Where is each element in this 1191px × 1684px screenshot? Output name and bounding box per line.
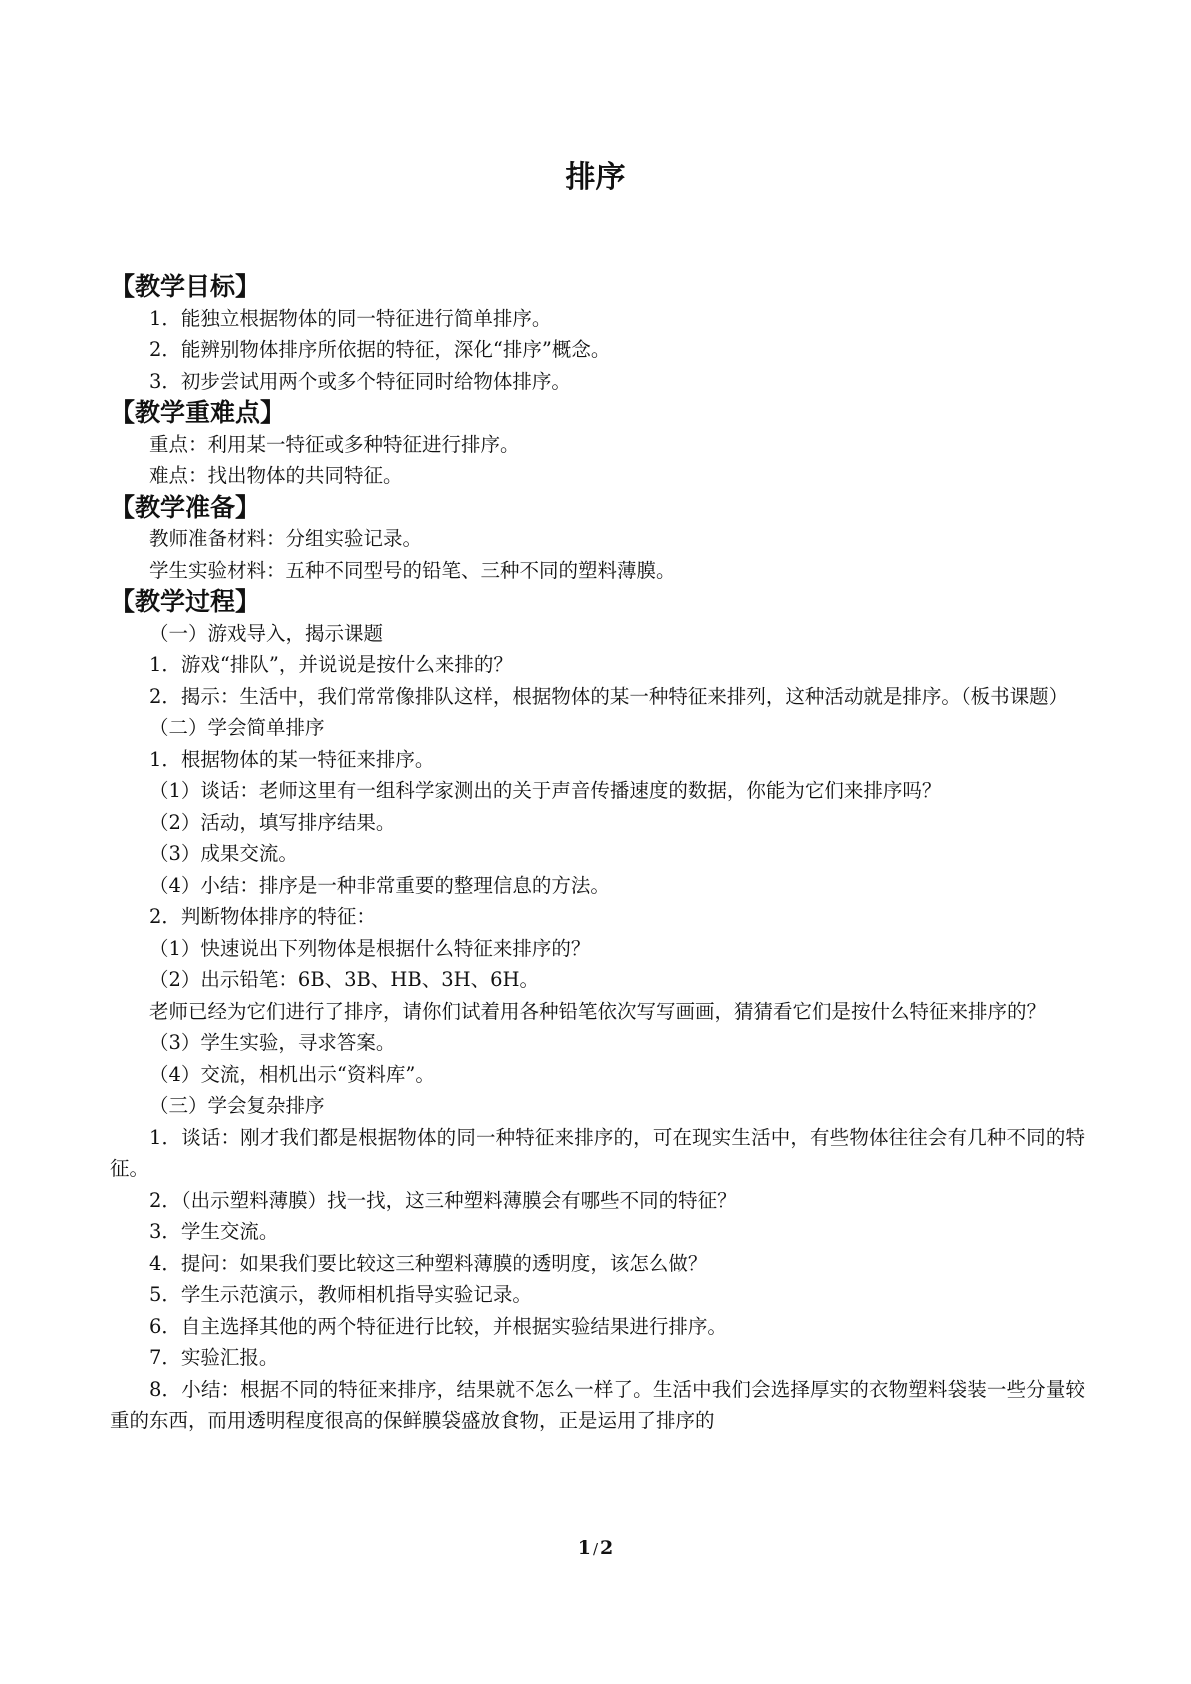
section-heading-key-points: 【教学重难点】 xyxy=(110,398,286,427)
process-line: 1．根据物体的某一特征来排序。 xyxy=(149,747,435,771)
process-line: （2）活动，填写排序结果。 xyxy=(149,810,396,834)
page-current: 1 xyxy=(577,1537,591,1559)
section-heading-preparation: 【教学准备】 xyxy=(110,492,261,522)
process-line: 6．自主选择其他的两个特征进行比较，并根据实验结果进行排序。 xyxy=(149,1314,727,1338)
section-heading-goals: 【教学目标】 xyxy=(110,272,261,301)
key-point-item: 重点：利用某一特征或多种特征进行排序。 xyxy=(149,432,520,456)
goal-item: 3．初步尝试用两个或多个特征同时给物体排序。 xyxy=(149,369,571,393)
process-line: （3）学生实验，寻求答案。 xyxy=(149,1031,396,1054)
process-paragraph: 老师已经为它们进行了排序，请你们试着用各种铅笔依次写写画画，猜猜看它们是按什么特征来排序的？ xyxy=(149,999,1047,1023)
process-line: （4）交流，相机出示“资料库”。 xyxy=(149,1062,435,1086)
process-line: 1．游戏“排队”，并说说是按什么来排的？ xyxy=(149,653,513,676)
process-subheading: （一）游戏导入，揭示课题 xyxy=(149,621,384,645)
process-paragraph: （1）谈话：老师这里有一组科学家测出的关于声音传播速度的数据，你能为它们来排序吗？ xyxy=(149,779,942,802)
process-line: 7．实验汇报。 xyxy=(149,1346,279,1369)
process-subheading: （二）学会简单排序 xyxy=(149,716,325,739)
process-paragraph: 2．揭示：生活中，我们常常像排队这样，根据物体的某一种特征来排列，这种活动就是排序。（板书课题） xyxy=(149,684,1069,708)
goal-item: 2．能辨别物体排序所依据的特征，深化“排序”概念。 xyxy=(149,338,611,361)
process-paragraph: 1．谈话：刚才我们都是根据物体的同一种特征来排序的，可在现实生活中，有些物体往往会有几种不同的特征。 xyxy=(110,1125,1085,1180)
goal-item: 1．能独立根据物体的同一特征进行简单排序。 xyxy=(149,306,552,330)
preparation-item: 教师准备材料：分组实验记录。 xyxy=(149,527,423,550)
page-number xyxy=(0,1537,1191,1559)
section-heading-process: 【教学过程】 xyxy=(110,587,261,616)
page-total: 2 xyxy=(600,1537,614,1559)
process-line: （4）小结：排序是一种非常重要的整理信息的方法。 xyxy=(149,873,610,897)
process-line: （1）快速说出下列物体是根据什么特征来排序的？ xyxy=(149,936,591,960)
process-line: （2）出示铅笔：6B、3B、HB、3H、6H。 xyxy=(149,968,540,991)
process-line: 2．（出示塑料薄膜）找一找，这三种塑料薄膜会有哪些不同的特征？ xyxy=(149,1188,737,1212)
process-line: 3．学生交流。 xyxy=(149,1220,279,1243)
process-paragraph: 8．小结：根据不同的特征来排序，结果就不怎么一样了。生活中我们会选择厚实的衣物塑料袋装一些分量较重的东西，而用透明程度很高的保鲜膜袋盛放食物，正是运用了排序的 xyxy=(110,1377,1085,1432)
process-line: 4．提问：如果我们要比较这三种塑料薄膜的透明度，该怎么做？ xyxy=(149,1251,708,1275)
process-line: 2．判断物体排序的特征： xyxy=(149,905,376,928)
document-title: 排序 xyxy=(565,160,626,195)
process-line: （3）成果交流。 xyxy=(149,842,298,865)
process-subheading: （三）学会复杂排序 xyxy=(149,1094,325,1117)
page-separator: / xyxy=(592,1540,599,1558)
document-body xyxy=(110,271,1085,1437)
key-point-item: 难点：找出物体的共同特征。 xyxy=(149,464,403,487)
process-line: 5．学生示范演示，教师相机指导实验记录。 xyxy=(149,1283,532,1306)
preparation-item: 学生实验材料：五种不同型号的铅笔、三种不同的塑料薄膜。 xyxy=(149,558,676,582)
